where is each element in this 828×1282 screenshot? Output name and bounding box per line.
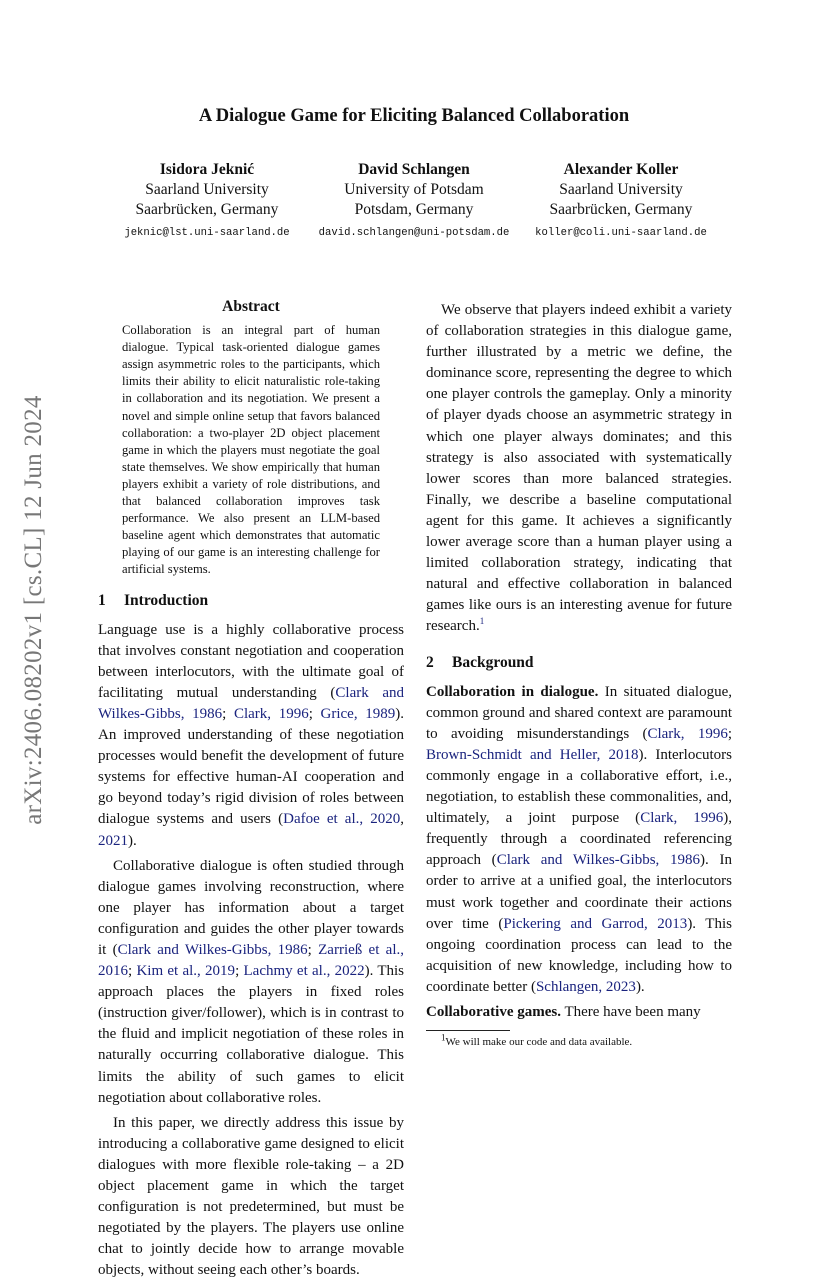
author-affiliation: University of Potsdam: [344, 181, 484, 198]
citation-link[interactable]: Clark, 1996: [233, 705, 309, 722]
text-run: In situated dialogue, common ground and shared context are paramount to avoiding misunderstandings (: [426, 683, 732, 742]
author-email: jeknic@lst.uni-saarland.de: [124, 227, 290, 239]
section-title: Background: [452, 653, 534, 671]
citation-link[interactable]: Kim et al., 2019: [136, 963, 236, 980]
citation-link[interactable]: Clark, 1996: [640, 810, 724, 827]
section-number: 1: [98, 591, 106, 609]
paper-title: A Dialogue Game for Eliciting Balanced Collaboration: [198, 106, 630, 126]
text-run: We observe that players indeed exhibit a variety of collaboration strategies in this dialogue game, further illustrated by a metric we define, the dominance score, representing the degree to which one player controls the gameplay. Only a minority of player dyads choose an asymmetric strategy in which one player always dominates; and this strategy is also associated with systematically lower scores than more balanced strategies. Finally, we describe a baseline computational agent for this game. It achieves a significantly lower average score than a human player using a limited collaboration strategy, indicating that natural and effective collaboration in balanced games like ours is an interesting avenue for future research.: [426, 302, 732, 635]
author-block-1: [97, 160, 317, 243]
text-run: ). This approach places the players in fixed roles (instruction giver/follower), which is in contrast to the fluid and implicit negotiation of these roles in naturally occurring collaborative dialogue. This limits the ability of such games to elicit negotiation about collaborative roles.: [98, 963, 404, 1106]
abstract-heading: Abstract: [222, 298, 280, 315]
text-run: Collaborative dialogue is often studied through dialogue games involving reconstruction, where one player has information about a target configuration and guides the other player towards it (: [98, 857, 404, 958]
text-run: ;: [235, 963, 244, 980]
text-run: ;: [222, 705, 234, 722]
text-run: Language use is a highly collaborative process that involves constant negotiation and cooperation between interlocutors, with the ultimate goal of facilitating mutual understanding (: [98, 621, 404, 701]
footnote-text: We will make our code and data available.: [445, 1036, 633, 1049]
footnote-marker[interactable]: 1: [479, 616, 485, 627]
section-number: 2: [426, 653, 434, 671]
author-name: Isidora Jeknić: [159, 161, 255, 178]
run-in-heading: Collaboration in dialogue.: [426, 683, 599, 700]
author-location: Saarbrücken, Germany: [549, 201, 693, 218]
arxiv-stamp-text: arXiv:2406.08202v1 [cs.CL] 12 Jun 2024: [20, 395, 47, 825]
author-email: david.schlangen@uni-potsdam.de: [318, 227, 510, 239]
text-run: ).: [635, 978, 645, 995]
author-name: Alexander Koller: [563, 161, 679, 178]
text-run: ;: [727, 725, 732, 742]
author-block-3: [511, 160, 731, 243]
citation-link[interactable]: 2021: [98, 832, 128, 849]
intro-paragraph-1: [98, 620, 404, 852]
citation-link[interactable]: Schlangen, 2023: [535, 978, 636, 995]
background-paragraph-1: [426, 682, 732, 998]
text-run: ;: [128, 963, 137, 980]
author-affiliation: Saarland University: [145, 181, 269, 198]
author-block-2: [304, 160, 524, 243]
footnote: [426, 1032, 732, 1049]
text-run: ).: [128, 832, 137, 849]
author-name: David Schlangen: [358, 161, 470, 178]
citation-link[interactable]: Pickering and Garrod, 2013: [503, 915, 688, 932]
section-heading-introduction: [98, 590, 404, 611]
citation-link[interactable]: Grice, 1989: [320, 705, 396, 722]
citation-link[interactable]: Clark and Wilkes-Gibbs, 1986: [98, 684, 404, 722]
citation-link[interactable]: Zarrieß et al., 2016: [98, 942, 404, 980]
citation-link[interactable]: Clark and Wilkes-Gibbs, 1986: [117, 942, 308, 958]
intro-paragraph-3: In this paper, we directly address this issue by introducing a collaborative game designed to elicit dialogues with more flexible role-taking – a 2D object placement game in which the target configuration is not predetermined, but must be negotiated by the players. The players use online chat to jointly decide how to arrange movable objects, without seeing each other’s boards.: [98, 1114, 404, 1279]
text-run: ). In order to arrive at a unified goal, the interlocutors must work together and coordinate their actions over time (: [426, 852, 732, 932]
author-affiliation: Saarland University: [559, 181, 683, 198]
abstract-text: Collaboration is an integral part of human dialogue. Typical task-oriented dialogue games assign asymmetric roles to the participants, which limits their ability to elicit naturalistic role-taking in collaboration and its negotiation. We present a novel and simple online setup that favors balanced collaboration: a two-player 2D object placement game in which the players must negotiate the goal state themselves. We show empirically that human players exhibit a variety of role distributions, and that balanced collaboration improves task performance. We also present an LLM-based baseline agent which demonstrates that automatic playing of our game is an interesting challenge for artificial systems.: [122, 323, 380, 577]
text-run: ,: [400, 811, 405, 828]
footnote-number: 1: [441, 1032, 446, 1043]
run-in-heading: Collaborative games.: [426, 1004, 561, 1020]
section-title: Introduction: [124, 591, 209, 609]
text-run: ). An improved understanding of these negotiation processes would benefit the development of future systems for effective human-AI cooperation and go beyond today’s rigid division of roles between dialogue systems and users (: [98, 705, 404, 828]
author-location: Potsdam, Germany: [354, 201, 474, 218]
text-run: ), frequently through a coordinated referencing approach (: [426, 810, 732, 869]
citation-link[interactable]: Clark and Wilkes-Gibbs, 1986: [496, 852, 701, 869]
background-paragraph-2: [426, 1002, 732, 1023]
right-column: [426, 296, 732, 1049]
intro-paragraph-2: [98, 856, 404, 1109]
citation-link[interactable]: Dafoe et al., 2020: [283, 811, 401, 828]
text-run: ;: [308, 705, 321, 722]
author-email: koller@coli.uni-saarland.de: [535, 227, 707, 239]
text-run: ;: [307, 942, 319, 958]
text-run: ). This ongoing coordination process can lead to the acquisition of new knowledge, including how to coordinate better (: [426, 915, 732, 995]
citation-link[interactable]: Clark, 1996: [647, 725, 728, 742]
section-heading-background: [426, 652, 732, 673]
footnote-rule: [426, 1030, 510, 1031]
text-run: ). Interlocutors commonly engage in a collaborative effort, i.e., negotiation, to establish these commonalities, and, ultimately, a joint purpose (: [426, 746, 732, 827]
citation-link[interactable]: Brown-Schmidt and Heller, 2018: [426, 746, 639, 763]
intro-paragraph-4: [426, 300, 732, 638]
citation-link[interactable]: Lachmy et al., 2022: [243, 963, 365, 980]
text-run: There have been many: [560, 1004, 701, 1020]
arxiv-stamp: [14, 370, 54, 850]
left-column: [98, 296, 404, 1282]
author-location: Saarbrücken, Germany: [135, 201, 279, 218]
